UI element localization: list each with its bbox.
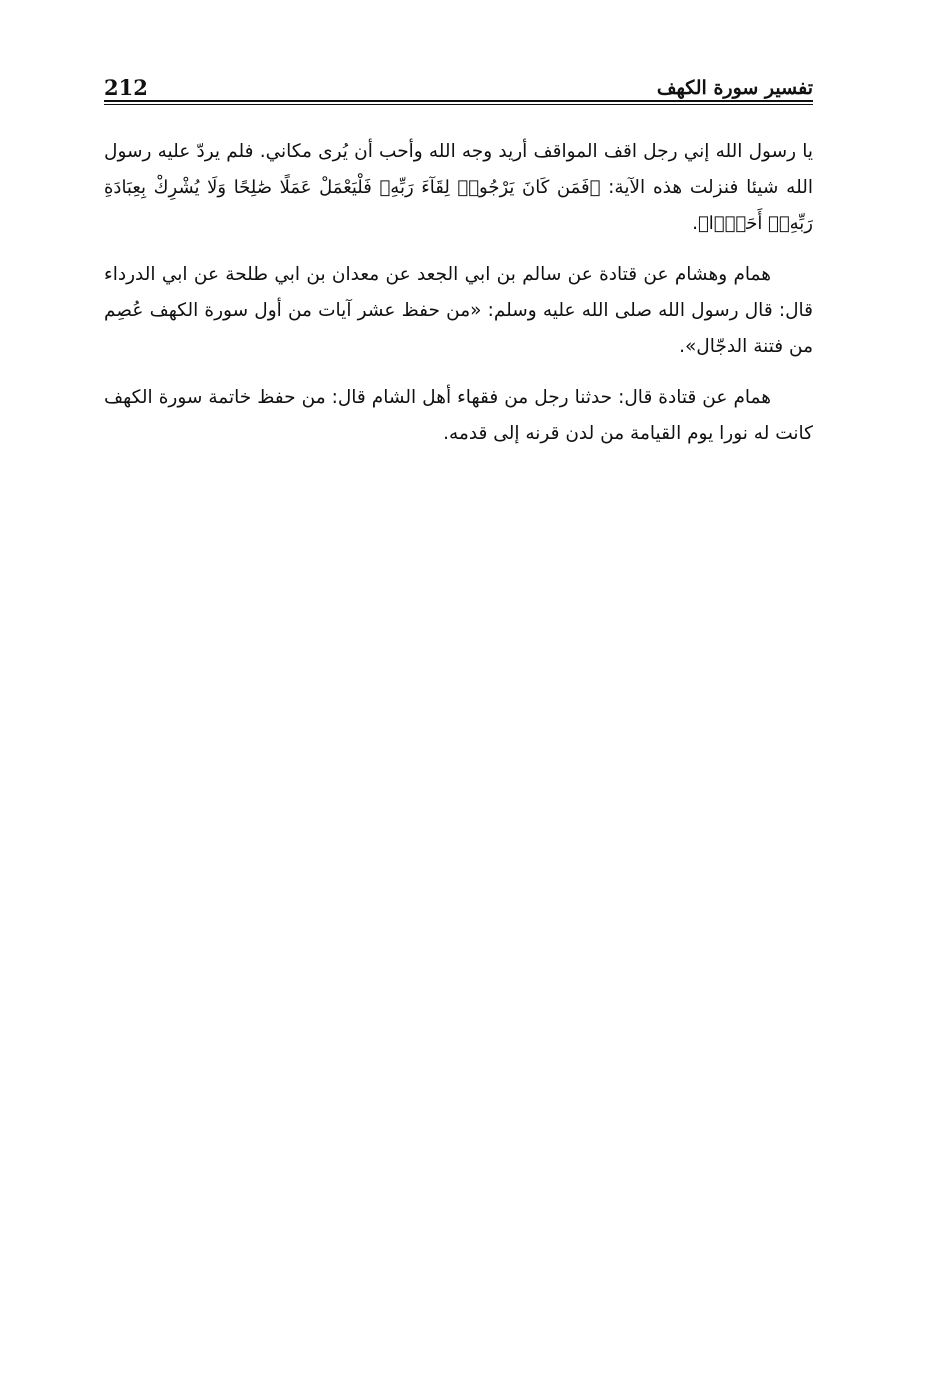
chapter-title: تفسير سورة الكهف	[656, 77, 813, 99]
page-number: 212	[104, 75, 148, 100]
paragraph-text: يا رسول الله إني رجل اقف المواقف أريد وجه الله وأحب أن يُرى مكاني. فلم يردّ عليه رسول الله شيئا فنزلت هذه الآية:	[104, 141, 813, 198]
paragraph-narration	[104, 380, 813, 452]
header-rule-thin	[104, 104, 813, 105]
paragraph-text: همام وهشام عن قتادة عن سالم بن ابي الجعد عن معدان بن ابي طلحة عن ابي الدرداء قال: قال رسول الله صلى الله عليه وسلم: «من حفظ عشر آيات من أول سورة الكهف عُصِم من فتنة الدجّال».	[104, 264, 813, 357]
body-text	[104, 134, 813, 467]
running-header	[104, 66, 813, 102]
paragraph-hadith	[104, 257, 813, 365]
paragraph-end: .	[692, 213, 698, 234]
paragraph-continuation	[104, 134, 813, 242]
quran-verse: ﴿فَمَن كَانَ يَرْجُوا۟ لِقَآءَ رَبِّهِۦ فَلْيَعْمَلْ عَمَلًا صَٰلِحًا وَلَا يُشْرِكْ بِعِبَادَةِ رَبِّهِۦٓ أَحَدًۢا﴾	[104, 177, 813, 234]
paragraph-text: همام عن قتادة قال: حدثنا رجل من فقهاء أهل الشام قال: من حفظ خاتمة سورة الكهف كانت له نورا يوم القيامة من لدن قرنه إلى قدمه.	[104, 387, 813, 444]
header-rule-thick	[104, 100, 813, 102]
